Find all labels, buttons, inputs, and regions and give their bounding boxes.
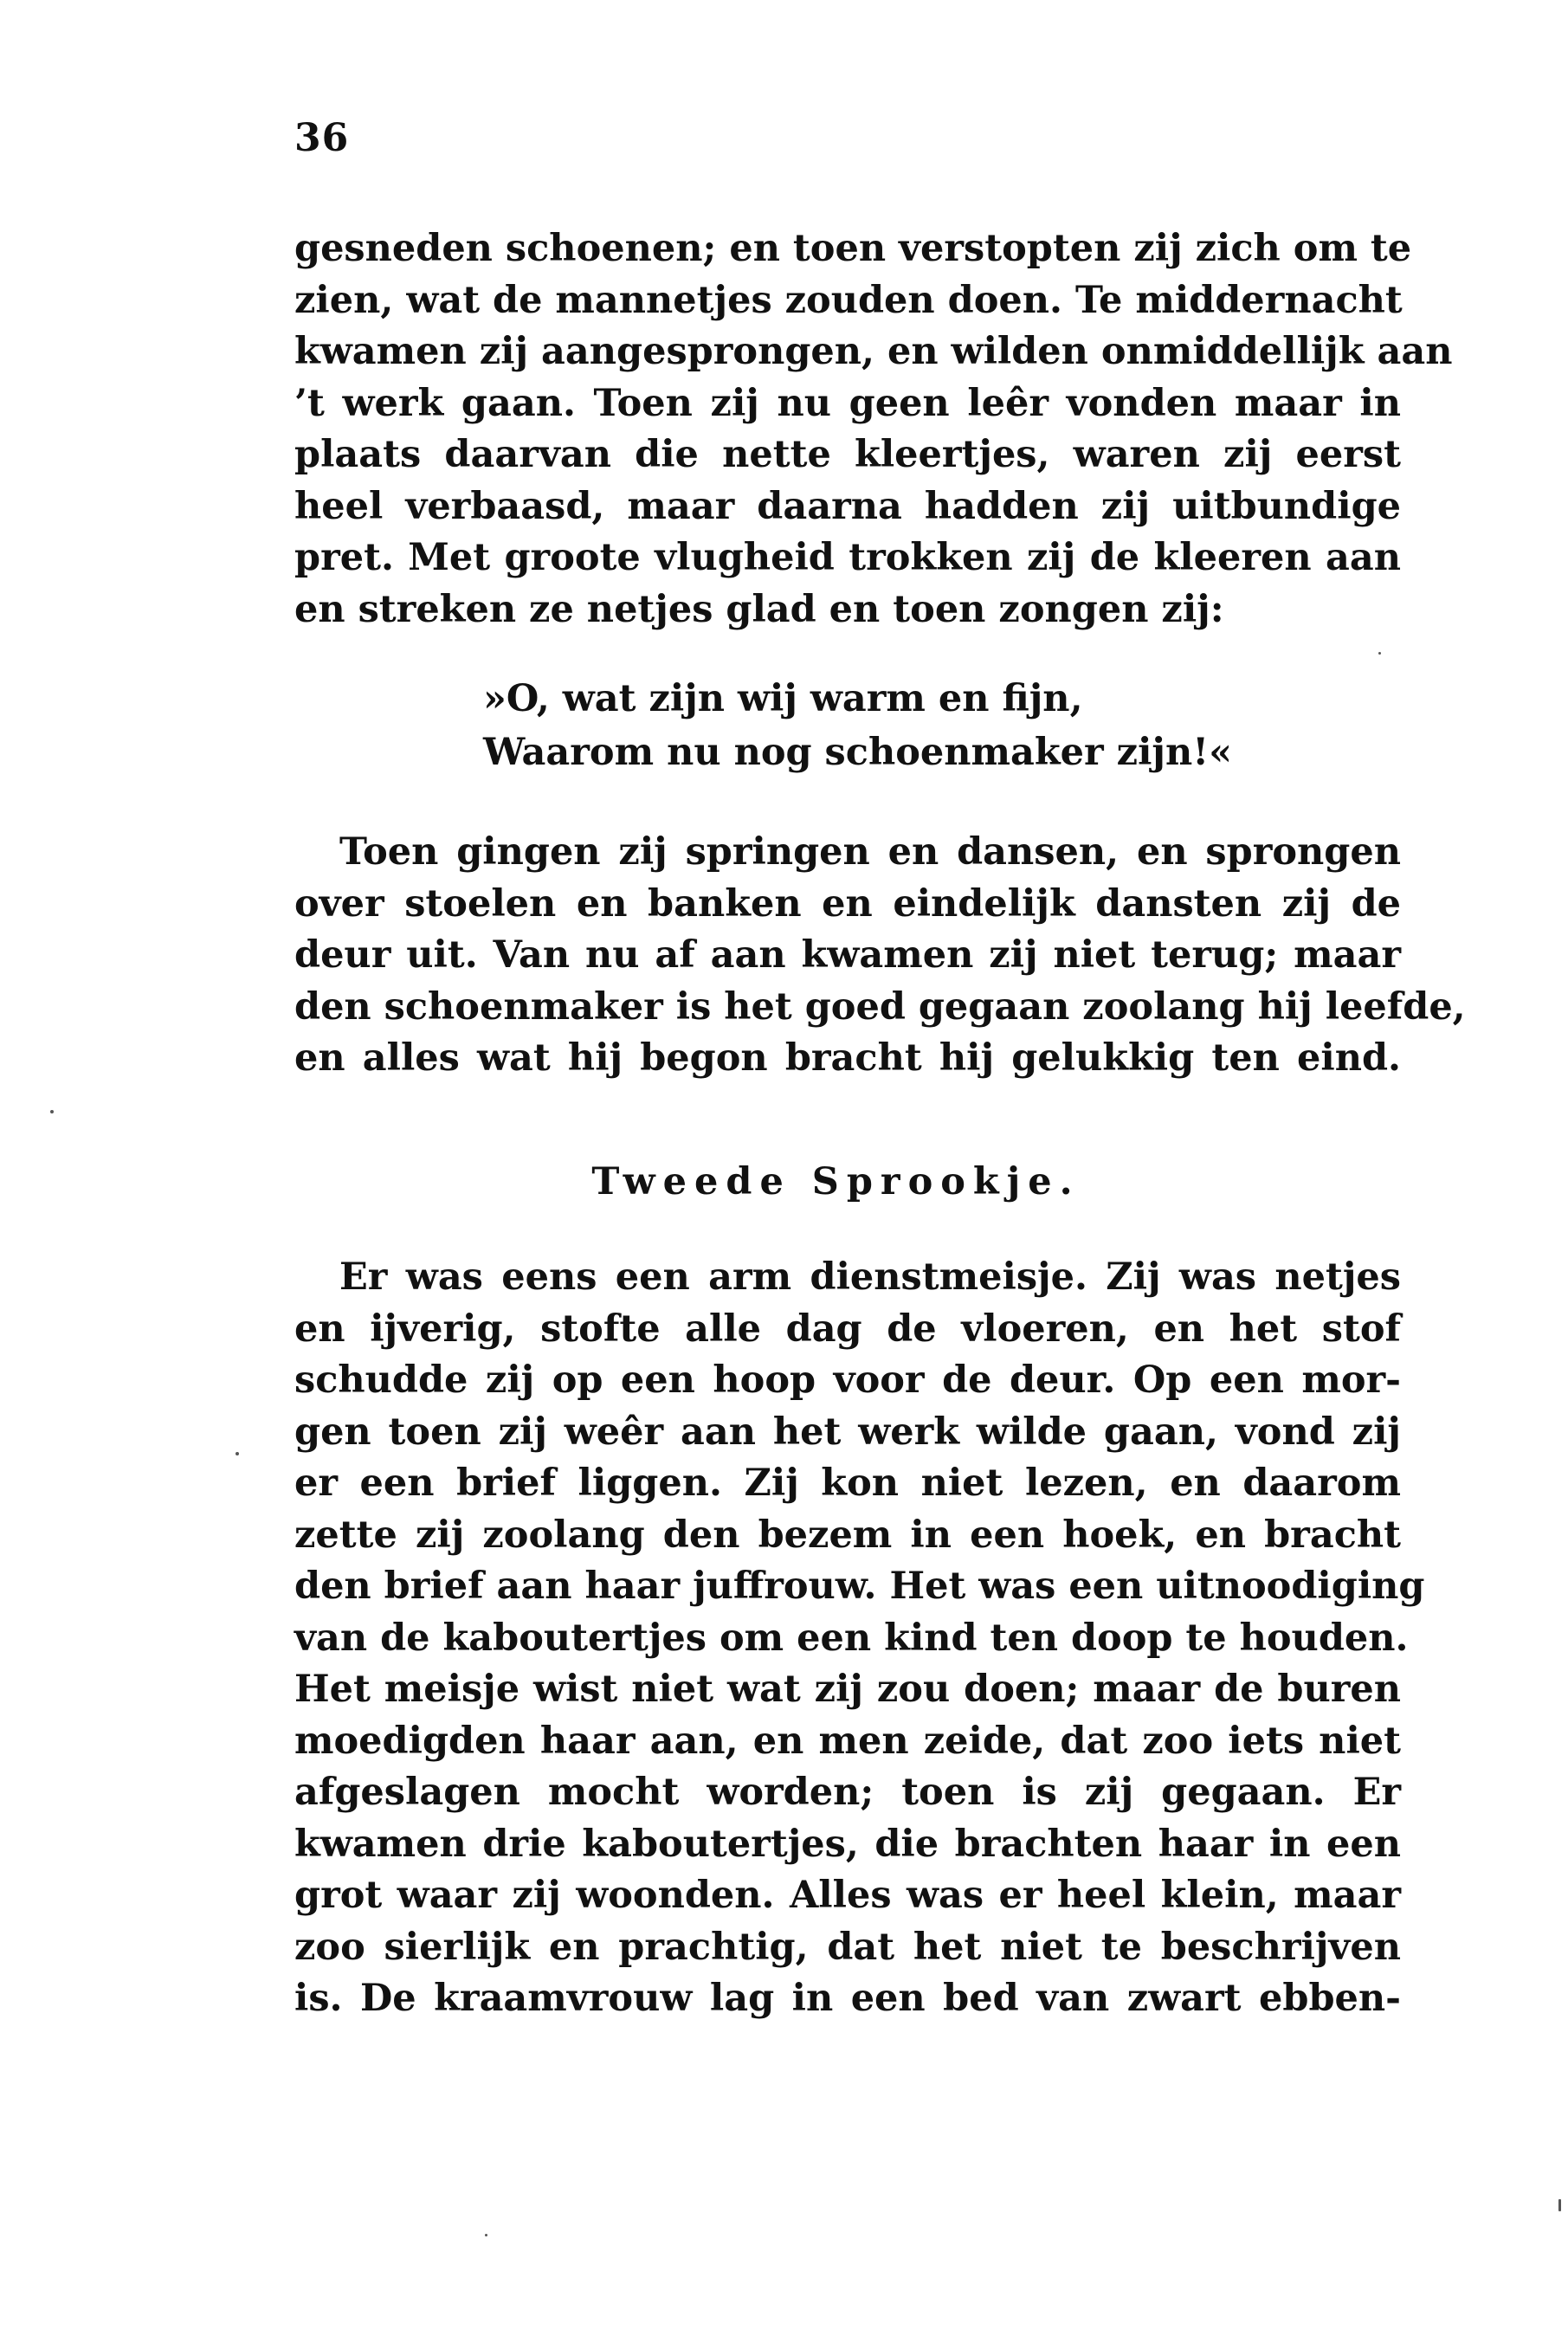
text-line: van de kaboutertjes om een kind ten doop te houden.: [294, 1616, 1409, 1660]
text-line: zien, wat de mannetjes zouden doen. Te middernacht: [294, 278, 1403, 322]
text-line: gen toen zij weêr aan het werk wilde gaan, vond zij: [294, 1410, 1401, 1454]
paragraph-2: [294, 827, 1466, 1085]
text-line: den schoenmaker is het goed gegaan zoolang hij leefde,: [294, 984, 1466, 1029]
text-line: Het meisje wist niet wat zij zou doen; maar de buren: [294, 1668, 1401, 1711]
text-line: over stoelen en banken en eindelijk dansten zij de: [294, 881, 1401, 926]
verse-line: »O, wat zijn wij warm en fijn,: [483, 677, 1083, 720]
verse-line: Waarom nu nog schoenmaker zijn!«: [483, 731, 1232, 774]
text-line: deur uit. Van nu af aan kwamen zij niet terug; maar: [294, 933, 1401, 977]
paragraph-1: [294, 223, 1453, 636]
page-number: 36: [294, 116, 350, 160]
text-line: plaats daarvan die nette kleertjes, waren zij eerst: [294, 433, 1401, 476]
print-speck: [50, 1110, 54, 1113]
text-line: Toen gingen zij springen en dansen, en sprongen: [339, 830, 1401, 874]
text-line: en streken ze netjes glad en toen zongen zij:: [294, 587, 1224, 631]
print-speck: [236, 1452, 239, 1455]
text-line: zette zij zoolang den bezem in een hoek, en bracht: [294, 1513, 1401, 1557]
text-line: kwamen zij aangesprongen, en wilden onmiddellijk aan: [294, 330, 1453, 373]
print-speck: [1558, 2199, 1561, 2211]
text-line: pret. Met groote vlugheid trokken zij de kleeren aan: [294, 536, 1401, 579]
text-line: en alles wat hij begon bracht hij gelukkig ten eind.: [294, 1036, 1401, 1080]
text-line: heel verbaasd, maar daarna hadden zij uitbundige: [294, 484, 1401, 528]
text-line: is. De kraamvrouw lag in een bed van zwart ebben-: [294, 1977, 1401, 2020]
text-line: er een brief liggen. Zij kon niet lezen, en daarom: [294, 1462, 1401, 1505]
text-line: afgeslagen mocht worden; toen is zij gegaan. Er: [294, 1771, 1401, 1814]
text-line: Er was eens een arm dienstmeisje. Zij was netjes: [339, 1255, 1401, 1299]
paragraph-3: [294, 1252, 1425, 2025]
text-line: den brief aan haar juffrouw. Het was een uitnoodiging: [294, 1565, 1425, 1608]
verse: [483, 672, 1232, 779]
print-speck: [485, 2234, 487, 2236]
text-line: ’t werk gaan. Toen zij nu geen leêr vonden maar in: [294, 381, 1401, 425]
text-line: en ijverig, stofte alle dag de vloeren, en het stof: [294, 1307, 1401, 1351]
text-line: moedigden haar aan, en men zeide, dat zoo iets niet: [294, 1719, 1401, 1763]
text-line: gesneden schoenen; en toen verstopten zij zich om te: [294, 227, 1412, 270]
text-line: grot waar zij woonden. Alles was er heel klein, maar: [294, 1874, 1401, 1917]
text-line: kwamen drie kaboutertjes, die brachten haar in een: [294, 1822, 1401, 1866]
section-heading: Tweede Sprookje.: [591, 1160, 1081, 1203]
print-speck: [1378, 652, 1381, 655]
text-line: schudde zij op een hoop voor de deur. Op een mor-: [294, 1358, 1401, 1402]
text-line: zoo sierlijk en prachtig, dat het niet te beschrijven: [294, 1925, 1401, 1969]
